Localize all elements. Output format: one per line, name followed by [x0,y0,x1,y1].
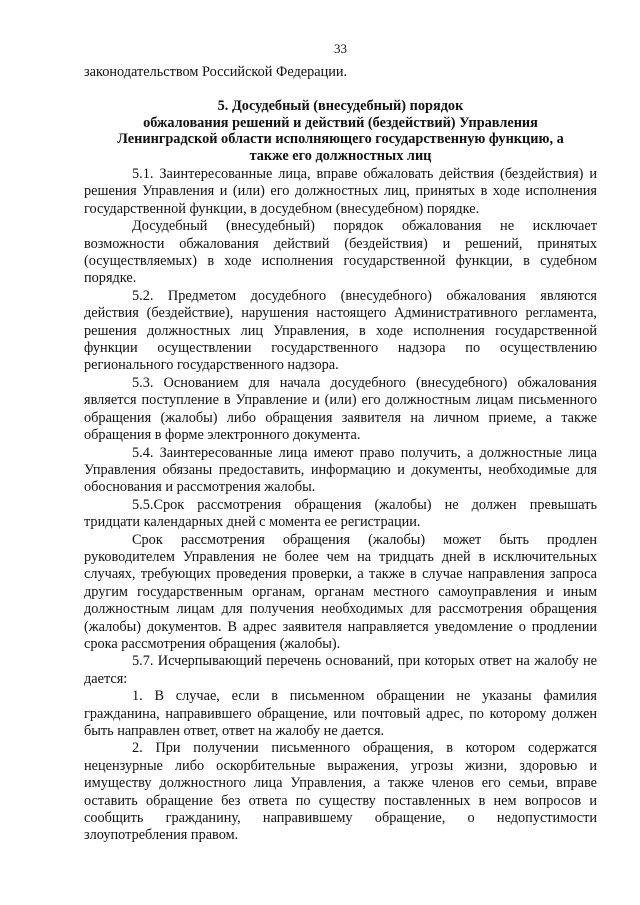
list-item-2: 2. При получении письменного обращения, в котором содержатся нецензурные либо оскорбительные выражения, угрозы жизни, здоровью и имуществу должностного лица Управления, а также членов его семьи, вправе оставить обращение без ответа по существу поставленных в нем вопросов и сообщить гражданину, направившему обращение, о недопустимости злоупотребления правом. [84,740,597,844]
list-item-1: 1. В случае, если в письменном обращении не указаны фамилия гражданина, направившего обращение, или почтовый адрес, по которому должен быть направлен ответ, ответ на жалобу не дается. [84,688,597,739]
paragraph-5-5: 5.5.Срок рассмотрения обращения (жалобы) не должен превышать тридцати календарных дней с момента ее регистрации. [84,496,597,531]
section-heading [84,98,597,164]
page-number: 33 [334,41,347,56]
paragraph-5-1: 5.1. Заинтересованные лица, вправе обжаловать действия (бездействия) и решения Управления и (или) его должностных лиц, принятых в ходе исполнения государственной функции, в досудебном (внесудебном) порядке. [84,166,597,217]
paragraph-extension: Срок рассмотрения обращения (жалобы) может быть продлен руководителем Управления не более чем на тридцать дней в исключительных случаях, требующих проведения проверки, а также в случае направления запроса другим государственным органам, органам местного самоуправления и иным должностным лицам для получения необходимых для рассмотрения обращения (жалобы) документов. В адрес заявителя направляется уведомление о продлении срока рассмотрения обращения (жалобы). [84,531,597,652]
paragraph-pretrial-appeal: Досудебный (внесудебный) порядок обжалования не исключает возможности обжалования действий (бездействия) и решений, принятых (осуществляемых) в ходе исполнения государственной функции, в судебном порядке. [84,218,597,287]
lead-text: законодательством Российской Федерации. [84,64,348,80]
paragraph-5-7: 5.7. Исчерпывающий перечень оснований, при которых ответ на жалобу не дается: [84,653,597,687]
heading-line-2: обжалования решений и действий (бездействий) Управления [143,114,538,131]
paragraph-5-3: 5.3. Основанием для начала досудебного (внесудебного) обжалования является поступление в Управление и (или) его должностным лицам письменного обращения (жалобы) либо обращения заявителя на личном приеме, а также обращения в форме электронного документа. [84,374,597,444]
heading-line-1: 5. Досудебный (внесудебный) порядок [217,98,464,114]
paragraph-5-4: 5.4. Заинтересованные лица имеют право получить, а должностные лица Управления обязаны предоставить, информацию и документы, необходимые для обоснования и рассмотрения жалобы. [84,444,597,496]
section-body [84,166,597,845]
heading-line-4: также его должностных лиц [249,147,432,164]
heading-line-3: Ленинградской области исполняющего государственную функцию, а [117,131,564,148]
paragraph-5-2: 5.2. Предметом досудебного (внесудебного) обжалования являются действия (бездействие), нарушения настоящего Административного регламента, решения должностных лиц Управления, в ходе исполнения государственной функции осуществлении государственного надзора по осуществлению регионального государственного надзора. [84,287,597,374]
